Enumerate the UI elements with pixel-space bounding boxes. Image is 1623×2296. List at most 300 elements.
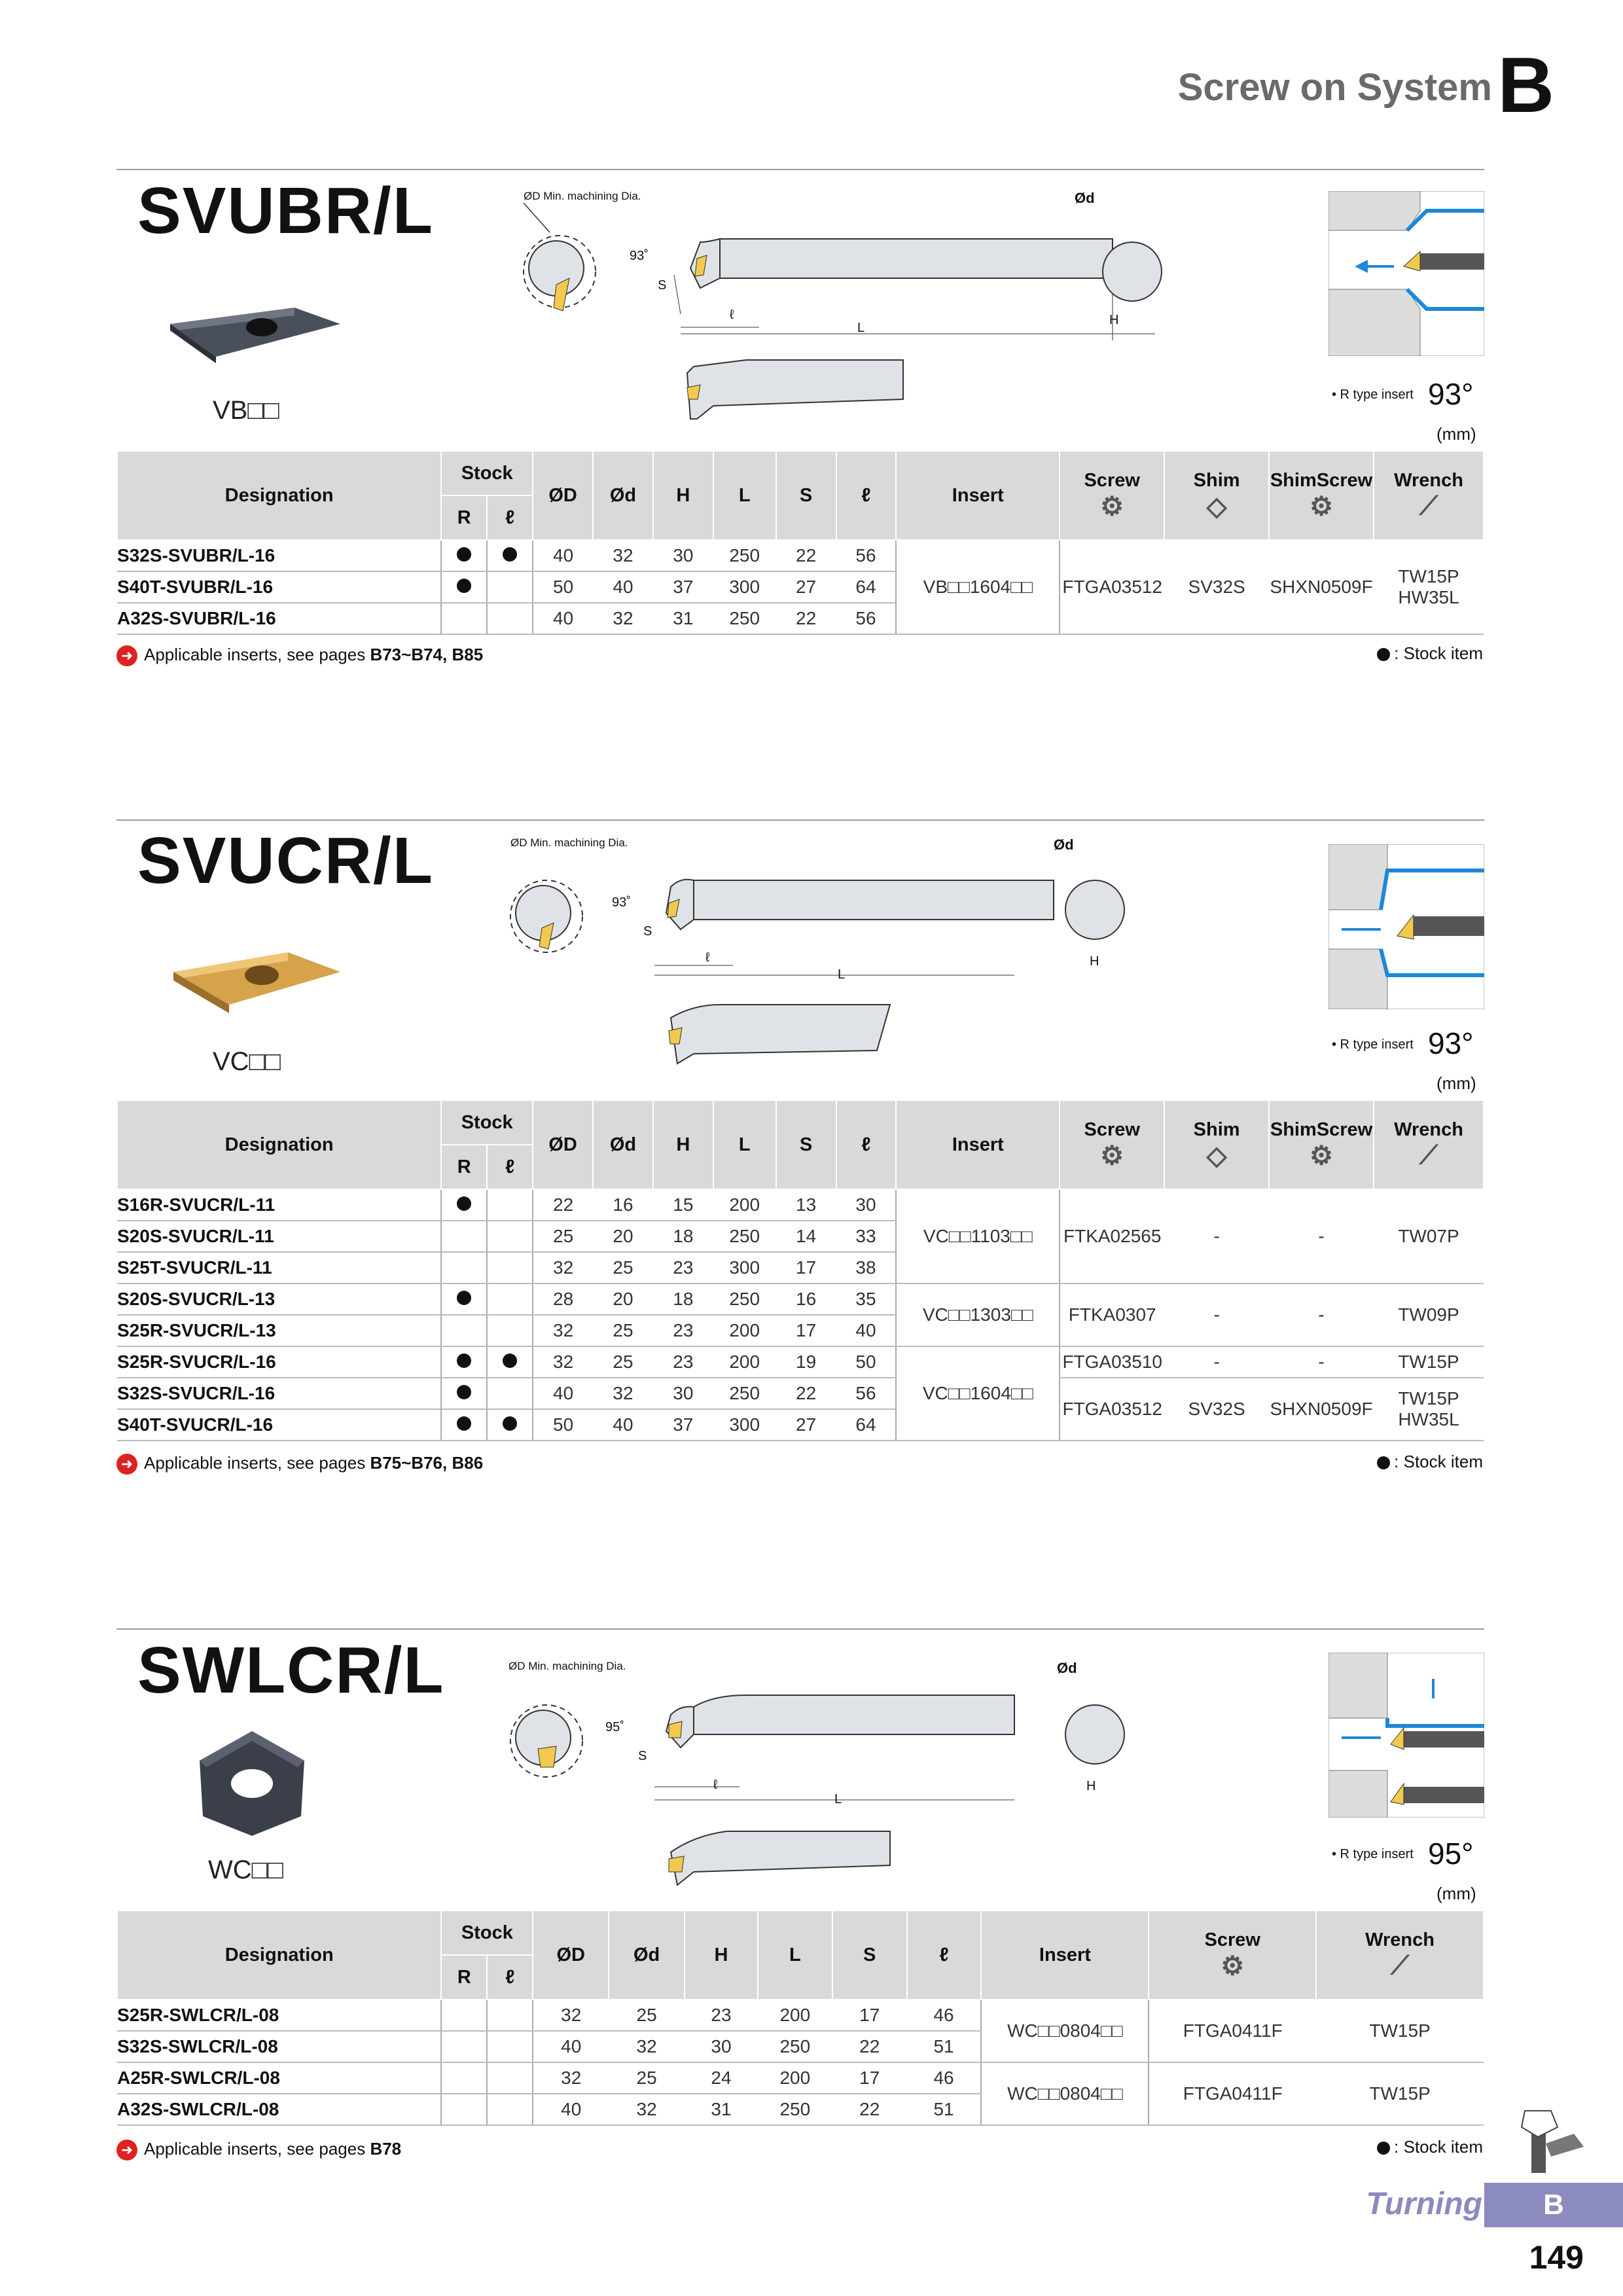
r-type-label: • R type insert [1332, 1847, 1414, 1861]
col-stock: Stock [441, 1910, 533, 1955]
stock-r-cell [441, 1221, 487, 1252]
lead-angle: 93° [1428, 377, 1474, 411]
machining-illustration [1329, 191, 1484, 356]
cell-L: 250 [758, 2094, 832, 2125]
stock-r-cell [441, 1315, 487, 1346]
designation-cell: S40T-SVUCR/L-16 [117, 1409, 441, 1441]
cell-S: 17 [776, 1315, 836, 1346]
designation-cell: A25R-SWLCR/L-08 [117, 2062, 441, 2094]
cell-S: 13 [776, 1189, 836, 1221]
col-l: ℓ [836, 451, 897, 540]
designation-cell: S32S-SVUCR/L-16 [117, 1378, 441, 1409]
stock-r-cell [441, 540, 487, 571]
stock-l-cell [487, 1378, 533, 1409]
col-screw [1060, 1100, 1164, 1189]
cell-L: 300 [713, 1252, 776, 1283]
table-row [117, 1189, 1484, 1221]
cell-l: 33 [836, 1221, 897, 1252]
cell-S: 17 [832, 2000, 907, 2031]
cell-od: 25 [593, 1315, 653, 1346]
spec-table [116, 450, 1484, 635]
col-L: L [713, 1100, 776, 1189]
shimscrew-icon: ⚙ [1310, 1141, 1333, 1170]
screw-icon: ⚙ [1100, 492, 1124, 521]
model-title: SVUCR/L [137, 824, 434, 897]
col-l: ℓ [836, 1100, 897, 1189]
stock-r-cell [441, 1346, 487, 1378]
arrow-right-icon: ➜ [116, 1454, 137, 1475]
cell-screw: FTGA03512 [1060, 1378, 1164, 1441]
cell-wrench: TW07P [1374, 1189, 1484, 1283]
cell-insert: VC□□1604□□ [896, 1346, 1060, 1441]
cell-L: 200 [713, 1315, 776, 1346]
cell-L: 300 [713, 571, 776, 603]
cell-S: 17 [776, 1252, 836, 1283]
stock-l-cell [487, 2031, 533, 2062]
stock-dot [457, 1196, 471, 1211]
col-OD: ØD [533, 451, 593, 540]
cell-screw: FTGA0411F [1149, 2000, 1316, 2062]
shim-icon: ◇ [1206, 492, 1227, 521]
stock-dot [503, 1354, 517, 1368]
cell-H: 18 [653, 1283, 713, 1315]
spec-table [116, 1100, 1484, 1441]
col-H: H [685, 1910, 758, 2000]
cell-L: 200 [758, 2000, 832, 2031]
cell-OD: 32 [533, 1315, 593, 1346]
diagram-label-od: Ød [1057, 1660, 1077, 1676]
screw-icon: ⚙ [1100, 1141, 1124, 1170]
cell-l: 46 [907, 2000, 982, 2031]
stock-dot [457, 579, 471, 593]
cell-shimscrew: SHXN0509F [1269, 540, 1374, 634]
cell-H: 30 [653, 540, 713, 571]
r-type-label: • R type insert [1332, 1037, 1414, 1052]
designation-cell: A32S-SWLCR/L-08 [117, 2094, 441, 2125]
stock-r-cell [441, 1252, 487, 1283]
wrench-2: HW35L [1398, 587, 1459, 607]
col-wrench [1316, 1910, 1484, 2000]
applicable-inserts-note [116, 2139, 401, 2161]
wrench-2: HW35L [1398, 1409, 1459, 1429]
designation-cell: S25T-SVUCR/L-11 [117, 1252, 441, 1283]
wrench-icon: ⟋ [1419, 492, 1438, 520]
model-title: SWLCR/L [137, 1634, 445, 1707]
stock-l-cell [487, 571, 533, 603]
wrench-label: Wrench [1394, 1119, 1463, 1140]
machining-illustration [1329, 1653, 1484, 1818]
stock-legend [1377, 1452, 1483, 1472]
cell-shim: - [1164, 1346, 1269, 1378]
insert-image-vc [170, 942, 347, 1014]
col-shimscrew [1269, 451, 1374, 540]
stock-l-cell [487, 1283, 533, 1315]
col-S: S [776, 451, 836, 540]
shim-label: Shim [1193, 469, 1240, 491]
cell-S: 22 [776, 540, 836, 571]
page-header-letter: B [1497, 41, 1554, 129]
cell-S: 22 [832, 2094, 907, 2125]
diagram-label-l: ℓ [713, 1778, 718, 1792]
wrench-icon: ⟋ [1419, 1141, 1438, 1170]
stock-r-cell [441, 2062, 487, 2094]
col-OD: ØD [533, 1910, 609, 2000]
stock-dot [457, 1354, 471, 1368]
cell-screw: FTGA03512 [1060, 540, 1164, 634]
col-screw [1060, 451, 1164, 540]
cell-od: 20 [593, 1283, 653, 1315]
page-number: 149 [1529, 2239, 1584, 2276]
tool-diagram [497, 1676, 1152, 1911]
col-insert: Insert [981, 1910, 1149, 2000]
screw-label: Screw [1204, 1929, 1260, 1950]
col-wrench [1374, 451, 1484, 540]
stock-legend-text: : Stock item [1394, 2137, 1483, 2157]
cell-shimscrew: - [1269, 1346, 1374, 1378]
stock-l-cell [487, 1409, 533, 1441]
cell-l: 64 [836, 1409, 897, 1441]
cell-L: 200 [758, 2062, 832, 2094]
cell-L: 250 [713, 540, 776, 571]
cell-wrench [1374, 540, 1484, 634]
col-stock-l: ℓ [487, 495, 533, 540]
col-stock-r: R [441, 1145, 487, 1189]
cell-od: 32 [593, 1378, 653, 1409]
shim-label: Shim [1193, 1119, 1240, 1140]
designation-cell: S20S-SVUCR/L-13 [117, 1283, 441, 1315]
cell-screw: FTKA0307 [1060, 1283, 1164, 1346]
cell-L: 200 [713, 1346, 776, 1378]
unit-label: (mm) [1436, 1073, 1476, 1093]
stock-dot [1377, 648, 1390, 661]
col-stock-l: ℓ [487, 1955, 533, 2000]
spec-table [116, 1910, 1484, 2126]
lead-angle: 95° [1428, 1837, 1474, 1871]
screw-label: Screw [1084, 469, 1140, 491]
cell-shim: - [1164, 1189, 1269, 1283]
col-insert: Insert [896, 1100, 1060, 1189]
diagram-label-angle: 95˚ [605, 1720, 624, 1734]
turning-tool-icon [1512, 2108, 1590, 2179]
stock-r-cell [441, 2000, 487, 2031]
wrench-icon: ⟋ [1391, 1951, 1410, 1980]
unit-label: (mm) [1436, 424, 1476, 444]
table-row [117, 1378, 1484, 1409]
cell-insert: WC□□0804□□ [981, 2000, 1149, 2062]
stock-dot [503, 1416, 517, 1431]
diagram-label-L: L [857, 321, 865, 335]
stock-dot [457, 547, 471, 562]
col-od: Ød [609, 1910, 685, 2000]
table-row [117, 540, 1484, 571]
cell-od: 32 [593, 603, 653, 634]
cell-insert: VB□□1604□□ [896, 540, 1060, 634]
cell-l: 51 [907, 2094, 982, 2125]
cell-shimscrew: SHXN0509F [1269, 1378, 1374, 1441]
stock-l-cell [487, 1252, 533, 1283]
cell-H: 23 [685, 2000, 758, 2031]
col-od: Ød [593, 451, 653, 540]
cell-wrench [1374, 1378, 1484, 1441]
stock-l-cell [487, 540, 533, 571]
stock-dot [503, 547, 517, 562]
cell-OD: 40 [533, 603, 593, 634]
arrow-right-icon: ➜ [116, 645, 137, 666]
cell-screw: FTGA03510 [1060, 1346, 1164, 1378]
cell-od: 25 [593, 1346, 653, 1378]
diagram-label-min-dia: ØD Min. machining Dia. [524, 190, 641, 202]
cell-shimscrew: - [1269, 1189, 1374, 1283]
note-text: Applicable inserts, see pages [144, 645, 370, 664]
cell-od: 40 [593, 571, 653, 603]
stock-legend [1377, 643, 1483, 664]
stock-l-cell [487, 1346, 533, 1378]
stock-legend-text: : Stock item [1394, 1452, 1483, 1471]
lead-angle: 93° [1428, 1026, 1474, 1060]
col-shim [1164, 451, 1269, 540]
col-designation: Designation [117, 1100, 441, 1189]
screw-label: Screw [1084, 1119, 1140, 1140]
diagram-label-H: H [1086, 1779, 1096, 1793]
stock-l-cell [487, 2062, 533, 2094]
stock-l-cell [487, 603, 533, 634]
col-stock: Stock [441, 451, 533, 495]
cell-wrench: TW09P [1374, 1283, 1484, 1346]
cell-OD: 50 [533, 571, 593, 603]
cell-od: 32 [609, 2031, 685, 2062]
cell-OD: 40 [533, 2094, 609, 2125]
col-designation: Designation [117, 451, 441, 540]
col-L: L [713, 451, 776, 540]
diagram-label-L: L [838, 967, 846, 982]
designation-cell: S32S-SVUBR/L-16 [117, 540, 441, 571]
col-shim [1164, 1100, 1269, 1189]
stock-r-cell [441, 1283, 487, 1315]
stock-l-cell [487, 1315, 533, 1346]
stock-l-cell [487, 2094, 533, 2125]
shimscrew-label: ShimScrew [1270, 469, 1373, 491]
diagram-label-min-dia: ØD Min. machining Dia. [510, 836, 628, 849]
cell-shim: SV32S [1164, 540, 1269, 634]
cell-OD: 22 [533, 1189, 593, 1221]
cell-H: 30 [653, 1378, 713, 1409]
cell-wrench: TW15P [1316, 2000, 1484, 2062]
note-pages-link[interactable]: B73~B74, B85 [370, 645, 484, 664]
wrench-1: TW15P [1398, 566, 1459, 586]
cell-S: 27 [776, 571, 836, 603]
screw-icon: ⚙ [1221, 1951, 1245, 1981]
note-pages-link[interactable]: B78 [370, 2139, 402, 2159]
cell-od: 32 [593, 540, 653, 571]
cell-screw: FTKA02565 [1060, 1189, 1164, 1283]
cell-H: 23 [653, 1252, 713, 1283]
cell-H: 37 [653, 571, 713, 603]
cell-S: 22 [776, 603, 836, 634]
cell-wrench: TW15P [1374, 1346, 1484, 1378]
col-H: H [653, 451, 713, 540]
divider [116, 1628, 1484, 1630]
table-row [117, 2000, 1484, 2031]
cell-OD: 50 [533, 1409, 593, 1441]
note-text: Applicable inserts, see pages [144, 2139, 370, 2159]
cell-OD: 40 [533, 1378, 593, 1409]
col-l: ℓ [907, 1910, 982, 2000]
col-H: H [653, 1100, 713, 1189]
table-row [117, 1346, 1484, 1378]
shimscrew-icon: ⚙ [1310, 492, 1333, 521]
applicable-inserts-note [116, 645, 483, 666]
cell-l: 38 [836, 1252, 897, 1283]
diagram-label-s: S [643, 924, 652, 939]
applicable-inserts-note [116, 1453, 483, 1475]
cell-S: 27 [776, 1409, 836, 1441]
designation-cell: S40T-SVUBR/L-16 [117, 571, 441, 603]
stock-l-cell [487, 2000, 533, 2031]
cell-l: 56 [836, 540, 897, 571]
cell-OD: 28 [533, 1283, 593, 1315]
col-stock: Stock [441, 1100, 533, 1145]
cell-l: 30 [836, 1189, 897, 1221]
wrench-label: Wrench [1394, 470, 1463, 491]
cell-l: 56 [836, 1378, 897, 1409]
designation-cell: S25R-SVUCR/L-16 [117, 1346, 441, 1378]
cell-S: 19 [776, 1346, 836, 1378]
cell-L: 250 [713, 1378, 776, 1409]
diagram-label-H: H [1109, 313, 1119, 327]
cell-l: 50 [836, 1346, 897, 1378]
cell-H: 31 [685, 2094, 758, 2125]
cell-L: 200 [713, 1189, 776, 1221]
cell-shim: - [1164, 1283, 1269, 1346]
insert-label: WC□□ [208, 1856, 283, 1884]
stock-legend [1377, 2137, 1483, 2157]
unit-label: (mm) [1436, 1884, 1476, 1903]
shim-icon: ◇ [1206, 1141, 1227, 1170]
tool-diagram [497, 851, 1152, 1086]
machining-illustration [1329, 844, 1484, 1009]
cell-shimscrew: - [1269, 1283, 1374, 1346]
stock-r-cell [441, 571, 487, 603]
cell-L: 250 [713, 1221, 776, 1252]
cell-S: 16 [776, 1283, 836, 1315]
diagram-label-l: ℓ [705, 950, 710, 965]
designation-cell: S32S-SWLCR/L-08 [117, 2031, 441, 2062]
cell-l: 40 [836, 1315, 897, 1346]
stock-l-cell [487, 1189, 533, 1221]
stock-dot [457, 1416, 471, 1431]
cell-OD: 32 [533, 2000, 609, 2031]
stock-r-cell [441, 1409, 487, 1441]
diagram-label-L: L [834, 1792, 842, 1806]
designation-cell: S25R-SVUCR/L-13 [117, 1315, 441, 1346]
diagram-label-angle: 93˚ [630, 249, 649, 263]
col-stock-r: R [441, 1955, 487, 2000]
cell-od: 32 [609, 2094, 685, 2125]
cell-H: 30 [685, 2031, 758, 2062]
cell-od: 25 [609, 2062, 685, 2094]
cell-insert: VC□□1103□□ [896, 1189, 1060, 1283]
note-pages-link[interactable]: B75~B76, B86 [370, 1453, 484, 1473]
cell-insert: VC□□1303□□ [896, 1283, 1060, 1346]
divider [116, 819, 1484, 821]
insert-image-wc [187, 1728, 317, 1839]
diagram-label-s: S [638, 1749, 647, 1763]
insert-label: VC□□ [213, 1047, 281, 1076]
cell-OD: 32 [533, 1346, 593, 1378]
cell-L: 300 [713, 1409, 776, 1441]
col-wrench [1374, 1100, 1484, 1189]
col-S: S [832, 1910, 907, 2000]
cell-l: 35 [836, 1283, 897, 1315]
col-stock-l: ℓ [487, 1145, 533, 1189]
stock-dot [1377, 1456, 1390, 1469]
cell-od: 20 [593, 1221, 653, 1252]
designation-cell: A32S-SVUBR/L-16 [117, 603, 441, 634]
cell-od: 40 [593, 1409, 653, 1441]
diagram-label-od: Ød [1075, 190, 1095, 206]
cell-OD: 25 [533, 1221, 593, 1252]
cell-S: 14 [776, 1221, 836, 1252]
cell-screw: FTGA0411F [1149, 2062, 1316, 2125]
col-insert: Insert [896, 451, 1060, 540]
stock-r-cell [441, 2094, 487, 2125]
cell-od: 25 [609, 2000, 685, 2031]
cell-L: 250 [713, 603, 776, 634]
col-S: S [776, 1100, 836, 1189]
cell-H: 31 [653, 603, 713, 634]
cell-l: 56 [836, 603, 897, 634]
designation-cell: S20S-SVUCR/L-11 [117, 1221, 441, 1252]
table-row [117, 2062, 1484, 2094]
diagram-label-od: Ød [1054, 836, 1074, 853]
diagram-label-l: ℓ [730, 308, 734, 322]
designation-cell: S25R-SWLCR/L-08 [117, 2000, 441, 2031]
cell-OD: 40 [533, 540, 593, 571]
col-L: L [758, 1910, 832, 2000]
cell-shim: SV32S [1164, 1378, 1269, 1441]
insert-label: VB□□ [213, 396, 279, 425]
stock-dot [457, 1385, 471, 1399]
diagram-label-H: H [1090, 954, 1099, 969]
cell-H: 24 [685, 2062, 758, 2094]
col-screw [1149, 1910, 1316, 2000]
cell-S: 22 [832, 2031, 907, 2062]
page-header-title: Screw on System [1177, 66, 1492, 109]
col-shimscrew [1269, 1100, 1374, 1189]
cell-l: 64 [836, 571, 897, 603]
cell-H: 18 [653, 1221, 713, 1252]
stock-r-cell [441, 603, 487, 634]
col-stock-r: R [441, 495, 487, 540]
cell-l: 46 [907, 2062, 982, 2094]
model-title: SVUBR/L [137, 174, 434, 247]
insert-image-vb [164, 295, 347, 367]
stock-r-cell [441, 1189, 487, 1221]
cell-l: 51 [907, 2031, 982, 2062]
diagram-label-angle: 93˚ [612, 895, 631, 910]
designation-cell: S16R-SVUCR/L-11 [117, 1189, 441, 1221]
cell-S: 22 [776, 1378, 836, 1409]
footer-section-label: Turning [1366, 2187, 1482, 2221]
footer-section-tab[interactable]: B [1484, 2183, 1623, 2227]
col-designation: Designation [117, 1910, 441, 2000]
stock-r-cell [441, 1378, 487, 1409]
stock-legend-text: : Stock item [1394, 643, 1483, 663]
diagram-label-s: S [658, 278, 667, 293]
cell-wrench: TW15P [1316, 2062, 1484, 2125]
cell-H: 37 [653, 1409, 713, 1441]
col-od: Ød [593, 1100, 653, 1189]
